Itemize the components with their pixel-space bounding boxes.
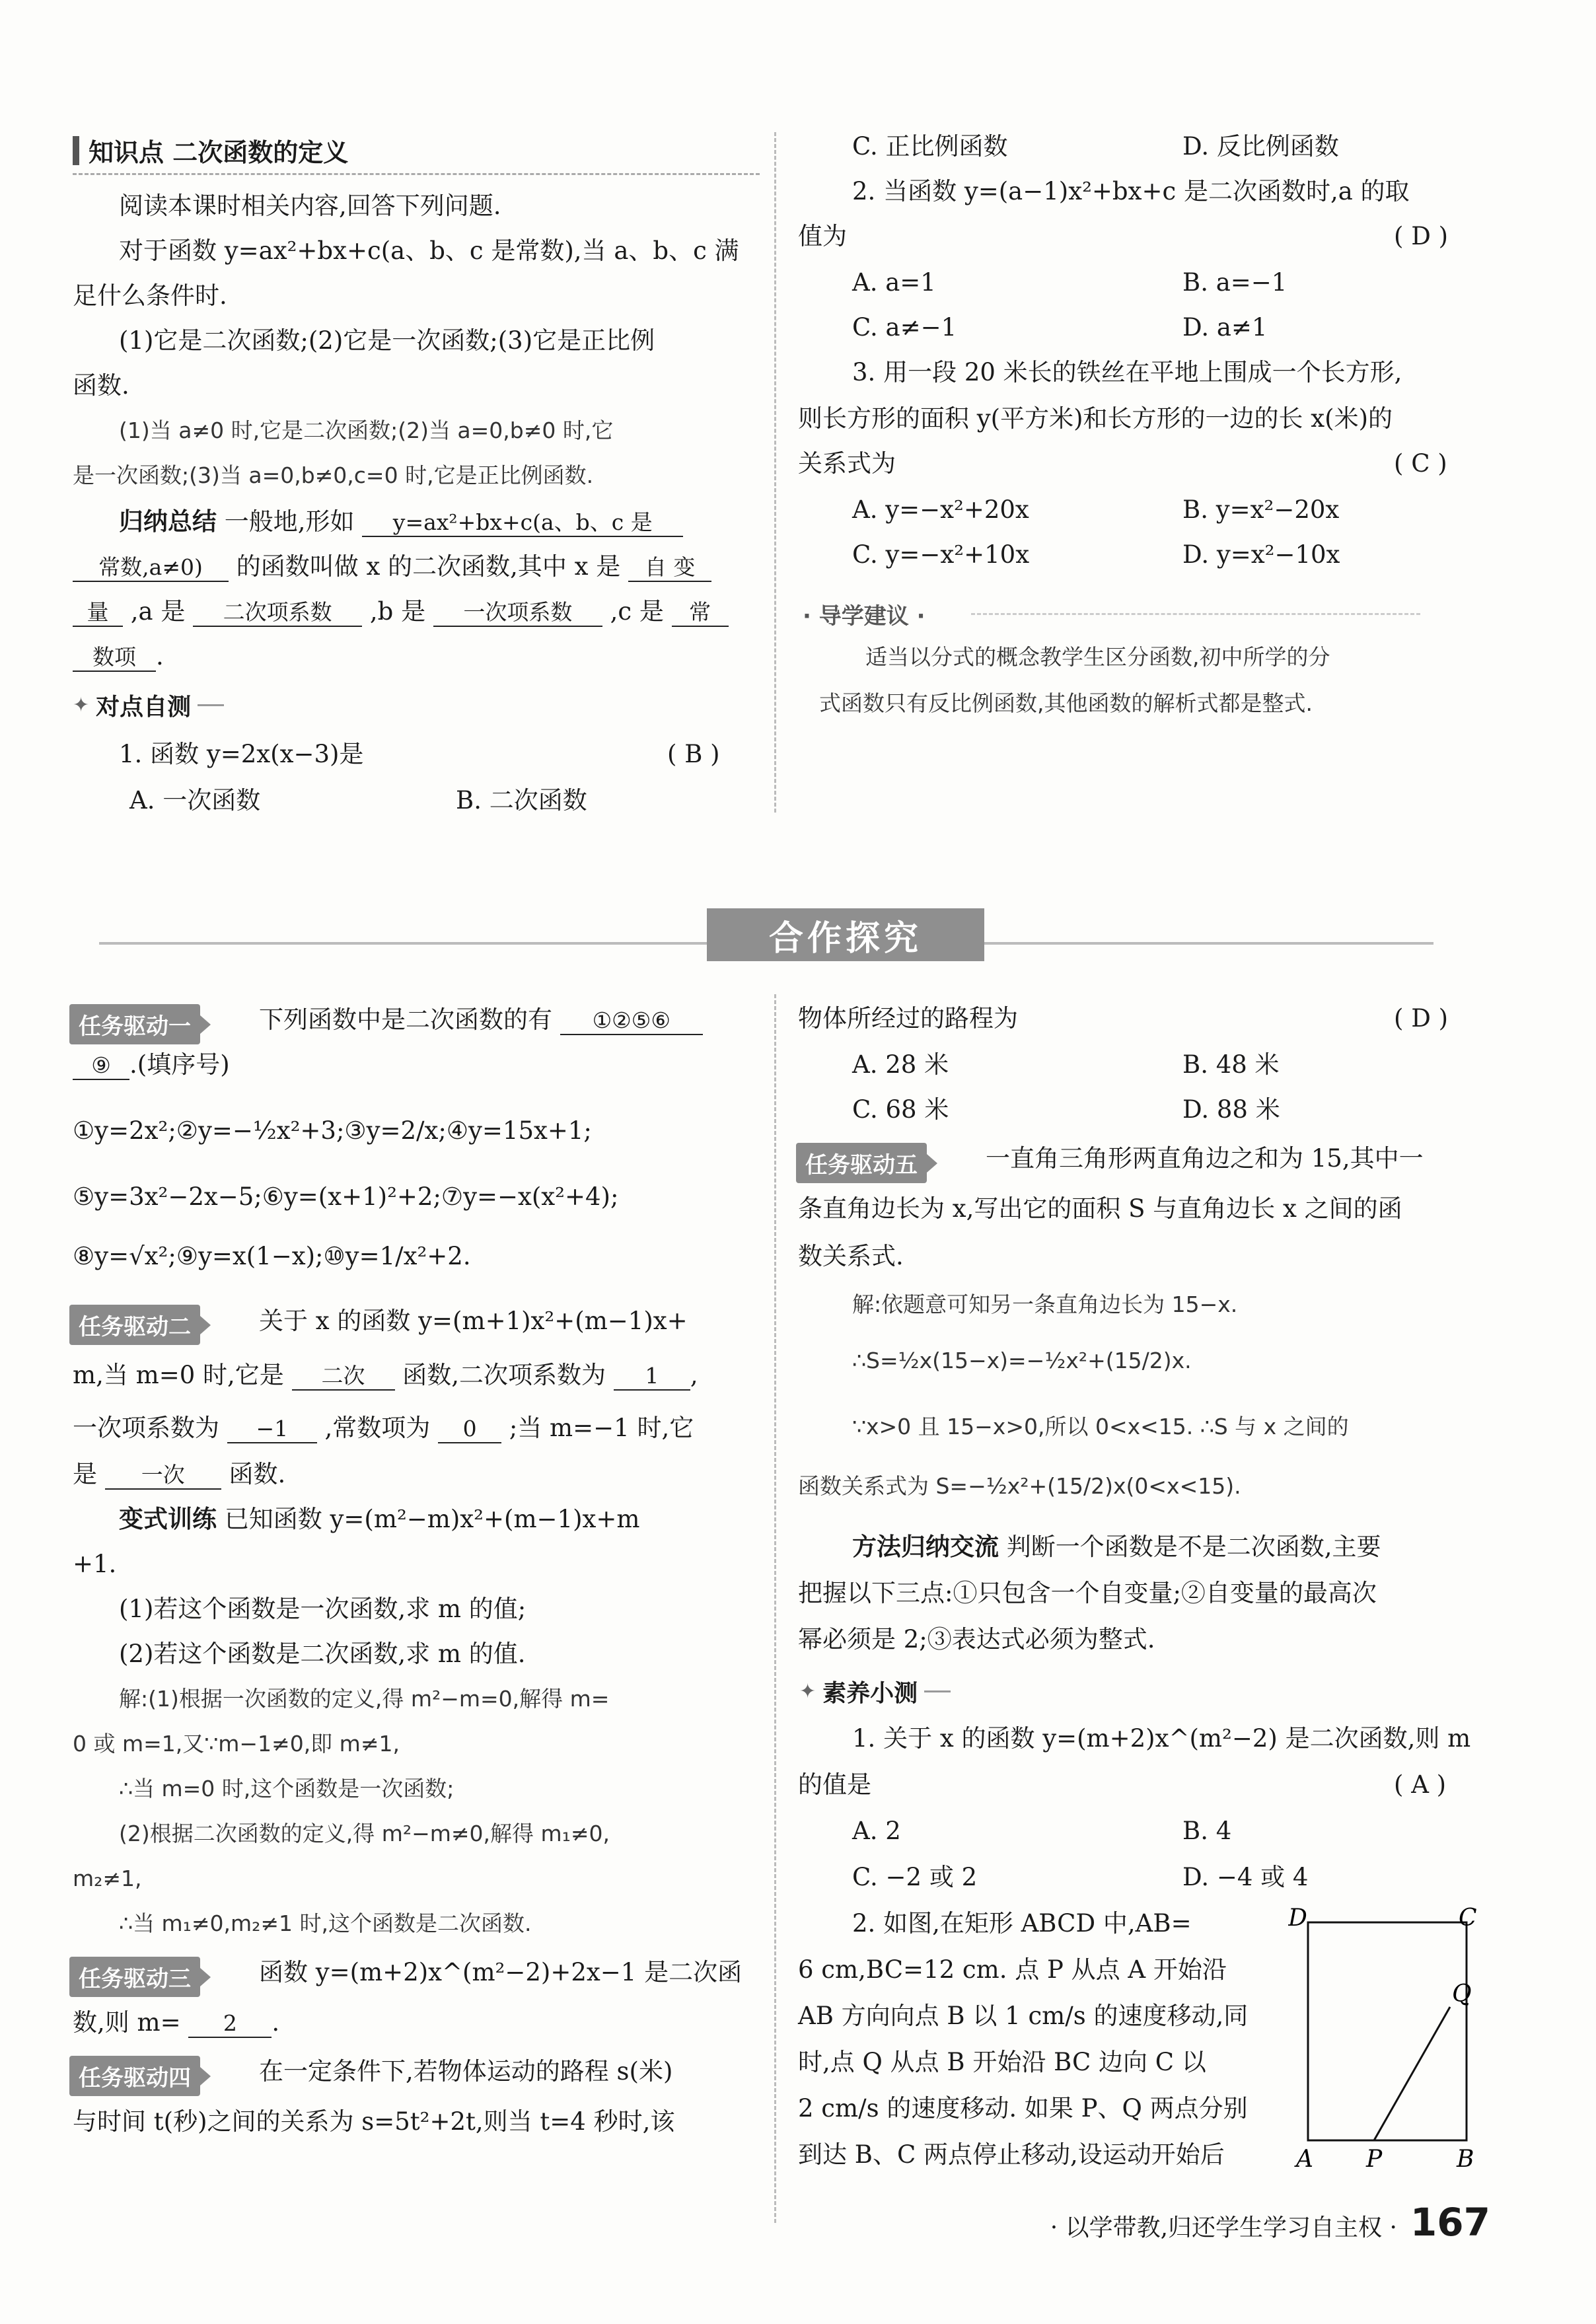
question-1-answer: ( B ) [667,740,720,768]
label-d: D [1288,1905,1307,1932]
label-b: B [1457,2146,1474,2173]
task-2-text: 关于 x 的函数 y=(m+1)x²+(m−1)x+ [259,1307,688,1335]
answer-line: (1)当 a≠0 时,它是二次函数;(2)当 a=0,b≠0 时,它 [119,418,614,443]
quiz-2: 到达 B、C 两点停止移动,设运动开始后 [798,2140,1225,2169]
quiz-heading: ✦ 素养小测 [799,1675,951,1708]
footer-slogan: · 以学带教,归还学生学习自主权 · [1050,2214,1397,2241]
question-line: 函数. [73,371,129,400]
section-marker [73,136,79,165]
task-3-text: 数,则 m= 2 . [73,2008,280,2037]
summary-line-4: 数项 . [73,642,164,672]
answer-line: 是一次函数;(3)当 a=0,b≠0,c=0 时,它是正比例函数. [73,462,594,488]
solution-line: m₂≠1, [73,1866,142,1891]
segment-pq [1374,2007,1450,2140]
method-text: 把握以下三点:①只包含一个自变量;②自变量的最高次 [798,1579,1377,1607]
quiz-2: 2. 如图,在矩形 ABCD 中,AB= [852,1909,1192,1938]
option-d: D. 反比例函数 [1182,132,1339,161]
method-text: 方法归纳交流 判断一个函数是不是二次函数,主要 [852,1533,1381,1561]
variant-question: (1)若这个函数是一次函数,求 m 的值; [119,1595,526,1623]
quiz-1: 的值是 [798,1770,871,1799]
solution-line: ∵x>0 且 15−x>0,所以 0<x<15. ∴S 与 x 之间的 [852,1414,1349,1439]
question-2: 2. 当函数 y=(a−1)x²+bx+c 是二次函数时,a 的取 [852,177,1410,205]
option-d: D. 88 米 [1182,1095,1280,1124]
method-label: 方法归纳交流 [852,1533,999,1561]
task-tag-5: 任务驱动五 [796,1143,927,1183]
guide-heading: · 导学建议 · [803,603,925,630]
quiz-1: 1. 关于 x 的函数 y=(m+2)x^(m²−2) 是二次函数,则 m [852,1724,1471,1753]
solution-line: 0 或 m=1,又∵m−1≠0,即 m≠1, [73,1731,400,1757]
question-line: (1)它是二次函数;(2)它是一次函数;(3)它是正比例 [119,326,655,355]
question-2-answer: ( D ) [1394,222,1449,250]
option-d: D. −4 或 4 [1182,1863,1309,1891]
function-list: ⑧y=√x²;⑨y=x(1−x);⑩y=1/x²+2. [73,1242,471,1270]
quiz-2: 6 cm,BC=12 cm. 点 P 从点 A 开始沿 [798,1955,1227,1984]
question-1: 1. 函数 y=2x(x−3)是 [119,740,364,768]
task-tag-4: 任务驱动四 [69,2056,200,2096]
star-icon: ✦ [799,1680,816,1703]
label-a: A [1296,2146,1313,2173]
answer-blank: 二次 [292,1363,395,1391]
answer-blank: ①②⑤⑥ [560,1007,703,1035]
guide-text: 式函数只有反比例函数,其他函数的解析式都是整式. [819,690,1313,716]
section-banner: 合作探究 [707,908,984,961]
task-4-answer: ( D ) [1394,1004,1449,1033]
option-c: C. 正比例函数 [852,132,1008,161]
option-c: C. 68 米 [852,1095,949,1124]
solution-line: 函数关系式为 S=−½x²+(15/2)x(0<x<15). [798,1473,1241,1499]
question-line: 足什么条件时. [73,281,227,310]
option-b: B. y=x²−20x [1182,495,1340,524]
solution-line: 解:依题意可知另一条直角边长为 15−x. [852,1291,1238,1317]
task-4-text: 在一定条件下,若物体运动的路程 s(米) [259,2057,673,2086]
label-p: P [1366,2146,1383,2173]
task-tag-2: 任务驱动二 [69,1305,200,1345]
question-3: 3. 用一段 20 米长的铁丝在平地上围成一个长方形, [852,358,1402,386]
question-3: 关系式为 [798,449,896,478]
quiz-1-answer: ( A ) [1394,1770,1447,1799]
question-3-answer: ( C ) [1394,449,1447,478]
option-c: C. −2 或 2 [852,1863,978,1891]
task-2-text: m,当 m=0 时,它是 二次 函数,二次项系数为 1 , [73,1361,698,1389]
variant-question: (2)若这个函数是二次函数,求 m 的值. [119,1640,526,1668]
option-d: D. a≠1 [1182,313,1268,342]
section-title: 知识点 二次函数的定义 [73,132,348,168]
heading-rule [198,704,224,706]
option-d: D. y=x²−10x [1182,540,1340,569]
answer-blank: 2 [188,2010,272,2038]
page-number: 167 [1410,2200,1490,2245]
task-5-text: 条直角边长为 x,写出它的面积 S 与直角边长 x 之间的函 [798,1194,1402,1223]
solution-line: (2)根据二次函数的定义,得 m²−m≠0,解得 m₁≠0, [119,1821,610,1846]
rectangle-figure [1288,1903,1486,2173]
option-a: A. y=−x²+20x [852,495,1029,524]
task-4-text: 物体所经过的路程为 [798,1004,1018,1033]
label-c: C [1459,1905,1477,1932]
answer-blank: 二次项系数 [193,599,362,627]
option-b: B. 48 米 [1182,1050,1280,1079]
answer-blank: −1 [227,1416,317,1443]
rectangle-abcd [1308,1922,1467,2140]
option-b: B. 4 [1182,1817,1232,1845]
answer-blank: 数项 [73,644,156,672]
function-list: ⑤y=3x²−2x−5;⑥y=(x+1)²+2;⑦y=−x(x²+4); [73,1182,619,1211]
answer-blank: 常数,a≠0) [73,554,229,582]
task-5-text: 数关系式. [798,1242,904,1270]
heading-rule [924,1690,951,1692]
star-icon: ✦ [73,694,90,717]
label-q: Q [1452,1980,1472,2008]
task-2-text: 是 一次 函数. [73,1460,286,1488]
answer-blank: ⑨ [73,1052,129,1080]
question-2: 值为 [798,222,847,250]
answer-blank: 1 [614,1363,690,1391]
answer-blank: 量 [73,599,123,627]
selftest-heading: ✦ 对点自测 [73,688,224,722]
task-1-text: 下列函数中是二次函数的有 ①②⑤⑥ [259,1005,703,1035]
option-c: C. y=−x²+10x [852,540,1030,569]
section-divider [73,173,760,175]
solution-line: ∴当 m₁≠0,m₂≠1 时,这个函数是二次函数. [119,1910,532,1936]
summary-line-1: 归纳总结 一般地,形如 y=ax²+bx+c(a、b、c 是 [119,507,683,537]
guide-text: 适当以分式的概念教学生区分函数,初中所学的分 [865,644,1330,670]
answer-blank: 常 [672,599,729,627]
option-a: A. 一次函数 [129,786,261,815]
variant-text: 变式训练 已知函数 y=(m²−m)x²+(m−1)x+m [119,1505,640,1533]
option-c: C. a≠−1 [852,313,957,342]
task-1-text: ⑨ .(填序号) [73,1050,230,1080]
option-b: B. 二次函数 [456,786,587,815]
quiz-2: 2 cm/s 的速度移动. 如果 P、Q 两点分别 [798,2094,1248,2123]
question-3: 则长方形的面积 y(平方米)和长方形的一边的长 x(米)的 [798,404,1393,433]
question-line: 对于函数 y=ax²+bx+c(a、b、c 是常数),当 a、b、c 满 [119,236,739,265]
task-tag-3: 任务驱动三 [69,1957,200,1997]
solution-line: ∴S=½x(15−x)=−½x²+(15/2)x. [852,1348,1192,1373]
summary-line-2: 常数,a≠0) 的函数叫做 x 的二次函数,其中 x 是 自 变 [73,552,711,582]
option-b: B. a=−1 [1182,268,1288,297]
option-a: A. 28 米 [852,1050,949,1079]
variant-text: +1. [73,1550,117,1578]
answer-blank: 自 变 [628,554,711,582]
task-tag-1: 任务驱动一 [69,1004,200,1044]
intro-text: 阅读本课时相关内容,回答下列问题. [119,192,501,220]
guide-divider [971,613,1420,615]
page-footer [1050,2200,1490,2245]
column-divider [774,994,776,2223]
method-text: 幂必须是 2;③表达式必须为整式. [798,1625,1155,1653]
answer-blank: 一次项系数 [433,599,602,627]
summary-label: 归纳总结 [119,507,217,536]
answer-blank: y=ax²+bx+c(a、b、c 是 [362,509,683,537]
variant-label: 变式训练 [119,1505,217,1533]
option-a: A. a=1 [852,268,936,297]
answer-blank: 一次 [105,1462,221,1490]
task-5-text: 一直角三角形两直角边之和为 15,其中一 [986,1144,1424,1173]
answer-blank: 0 [438,1416,501,1443]
task-4-text: 与时间 t(秒)之间的关系为 s=5t²+2t,则当 t=4 秒时,该 [73,2107,675,2136]
column-divider [774,132,776,813]
summary-line-3: 量 ,a 是 二次项系数 ,b 是 一次项系数 ,c 是 常 [73,597,729,627]
solution-line: ∴当 m=0 时,这个函数是一次函数; [119,1776,454,1801]
quiz-2: 时,点 Q 从点 B 开始沿 BC 边向 C 以 [798,2048,1206,2076]
option-a: A. 2 [852,1817,901,1845]
function-list: ①y=2x²;②y=−½x²+3;③y=2/x;④y=15x+1; [73,1116,592,1145]
task-3-text: 函数 y=(m+2)x^(m²−2)+2x−1 是二次函 [259,1958,743,1986]
quiz-2: AB 方向向点 B 以 1 cm/s 的速度移动,同 [798,2002,1249,2030]
solution-line: 解:(1)根据一次函数的定义,得 m²−m=0,解得 m= [119,1686,610,1712]
task-2-text: 一次项系数为 −1 ,常数项为 0 ;当 m=−1 时,它 [73,1414,694,1442]
